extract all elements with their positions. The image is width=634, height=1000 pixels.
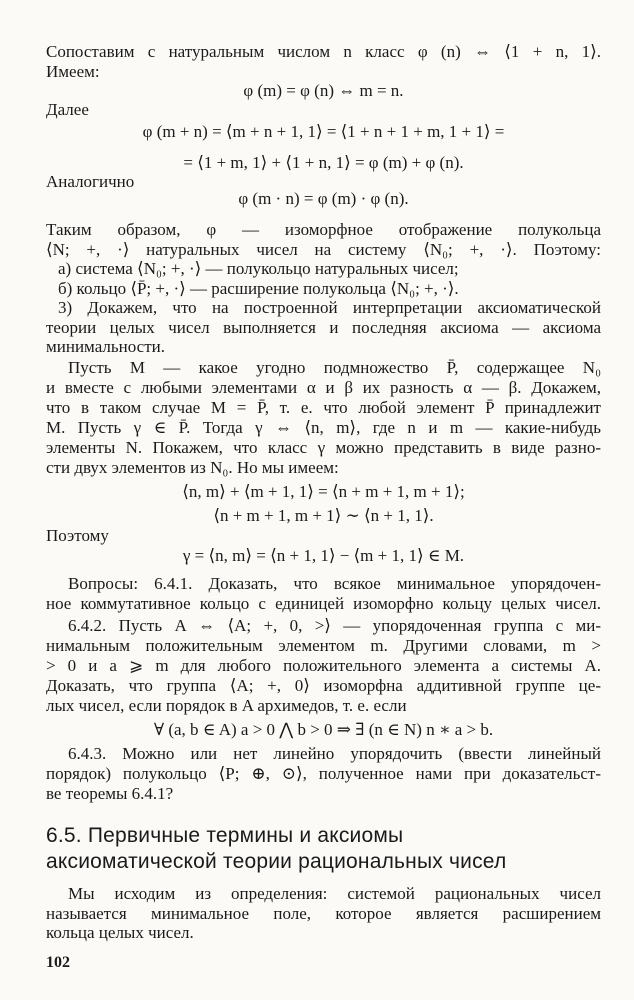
formula: φ (m + n) = ⟨m + n + 1, 1⟩ = ⟨1 + n + 1 + m, 1 + 1⟩ = <box>142 122 505 141</box>
text-line: M. Пусть γ ∈ P̄. Тогда γ ⇔ ⟨n, m⟩, где n и m — какие-нибудь <box>46 418 601 437</box>
text-line: ное коммутативное кольцо с единицей изоморфно кольцу целых чисел. <box>46 594 601 613</box>
text-line: Далее <box>46 100 89 119</box>
section-heading: 6.5. Первичные термины и аксиомы <box>46 824 404 847</box>
text-line: лых чисел, если порядок в A архимедов, т. е. если <box>46 696 407 715</box>
text-line: ве теоремы 6.4.1? <box>46 784 174 803</box>
text-line: Вопросы: 6.4.1. Доказать, что всякое минимальное упорядочен- <box>68 574 601 593</box>
text-line: > 0 и a ⩾ m для любого положительного элемента a системы A. <box>46 656 601 675</box>
formula: = ⟨1 + m, 1⟩ + ⟨1 + n, 1⟩ = φ (m) + φ (n). <box>183 153 464 172</box>
formula: γ = ⟨n, m⟩ = ⟨n + 1, 1⟩ − ⟨m + 1, 1⟩ ∈ M. <box>182 546 465 565</box>
text-line: элементы N. Покажем, что класс γ можно представить в виде разно- <box>46 438 601 457</box>
text-line: Таким образом, φ — изоморфное отображение полукольца <box>46 220 601 239</box>
text-line: кольца целых чисел. <box>46 923 194 942</box>
list-item: а) система ⟨N₀; +, ·⟩ — полукольцо натуральных чисел; <box>58 259 459 278</box>
text-line: Сопоставим с натуральным числом n класс φ (n) ⇔ ⟨1 + n, 1⟩. <box>46 42 601 61</box>
text-line: Имеем: <box>46 62 100 81</box>
text-line: Пусть M — какое угодно подмножество P̄, содержащее N₀ <box>68 358 601 377</box>
page-number: 102 <box>46 954 70 971</box>
text-line: порядок) полукольцо ⟨P; ⊕, ⊙⟩, полученное нами при доказательст- <box>46 764 601 783</box>
text-line: нимальным положительным элементом m. Другими словами, m > <box>46 636 601 655</box>
section-heading: аксиоматической теории рациональных чисел <box>46 850 507 873</box>
formula: φ (m) = φ (n) ⇔ m = n. <box>243 81 404 100</box>
text-line: что в таком случае M = P̄, т. е. что любой элемент P̄ принадлежит <box>46 398 601 417</box>
text-line: Мы исходим из определения: системой рациональных чисел <box>68 884 601 903</box>
text-line: 3) Докажем, что на построенной интерпретации аксиоматической <box>58 298 601 317</box>
list-item: б) кольцо ⟨P̄; +, ·⟩ — расширение полукольца ⟨N₀; +, ·⟩. <box>58 279 459 298</box>
text-line: Аналогично <box>46 172 135 191</box>
text-line: называется минимальное поле, которое является расширением <box>46 904 601 923</box>
formula: ∀ (a, b ∈ A) a > 0 ⋀ b > 0 ⇒ ∃ (n ∈ N) n ∗ a > b. <box>153 720 494 739</box>
text-line: Поэтому <box>46 526 109 545</box>
text-line: ⟨N; +, ·⟩ натуральных чисел на систему ⟨N₀; +, ·⟩. Поэтому: <box>46 240 601 259</box>
formula: φ (m · n) = φ (m) · φ (n). <box>238 189 409 208</box>
formula: ⟨n + m + 1, m + 1⟩ ∼ ⟨n + 1, 1⟩. <box>213 506 434 525</box>
text-line: и вместе с любыми элементами α и β их разность α — β. Докажем, <box>46 378 601 397</box>
text-line: Доказать, что группа ⟨A; +, 0⟩ изоморфна аддитивной группе це- <box>46 676 601 695</box>
text-line: минимальности. <box>46 337 165 356</box>
formula: ⟨n, m⟩ + ⟨m + 1, 1⟩ = ⟨n + m + 1, m + 1⟩; <box>182 482 465 501</box>
text-line: 6.4.2. Пусть A ⇔ ⟨A; +, 0, >⟩ — упорядоченная группа с ми- <box>68 616 601 635</box>
text-line: теории целых чисел выполняется и последняя аксиома — аксиома <box>46 318 601 337</box>
text-line: 6.4.3. Можно или нет линейно упорядочить (ввести линейный <box>68 744 601 763</box>
text-line: сти двух элементов из N₀. Но мы имеем: <box>46 458 339 477</box>
